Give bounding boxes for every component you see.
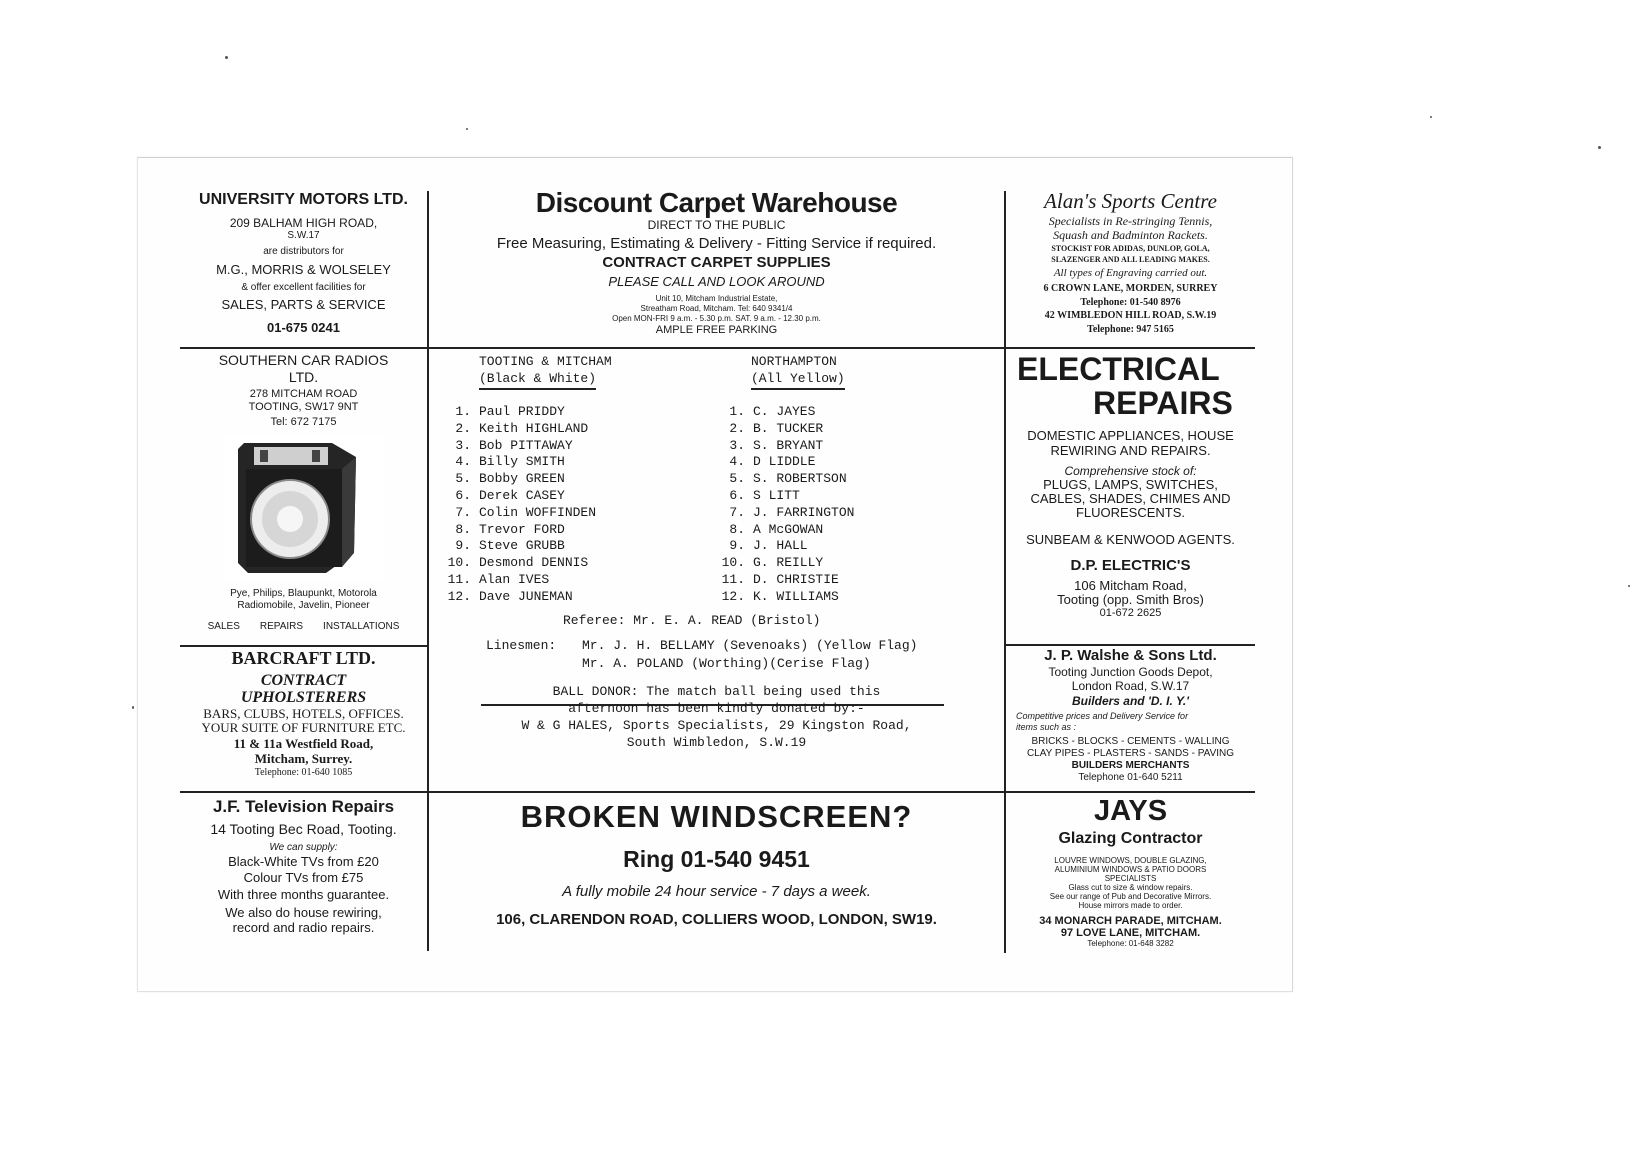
- address-line: 106, CLARENDON ROAD, COLLIERS WOOD, LONDON, SW19.: [496, 911, 937, 928]
- shirt-number: 10.: [447, 555, 471, 571]
- player-row: [441, 454, 596, 471]
- company-name: JAYS: [1093, 795, 1168, 827]
- player-name: Bob PITTAWAY: [479, 437, 573, 453]
- services-row: [180, 621, 427, 632]
- service-label: REPAIRS: [259, 621, 304, 632]
- linesmen-label: Linesmen:: [486, 638, 557, 653]
- player-name: S. ROBERTSON: [753, 471, 847, 487]
- address-line: London Road, S.W.17: [1071, 679, 1190, 693]
- text-line: Builders and 'D. I. Y.': [1071, 694, 1190, 708]
- player-row: [441, 488, 596, 505]
- ad-southern-car-radios: [180, 349, 427, 644]
- text-line: REWIRING AND REPAIRS.: [1050, 443, 1211, 458]
- shirt-number: 3.: [455, 437, 471, 453]
- text-line: We also do house rewiring,: [225, 905, 382, 920]
- text-line: BUILDERS MERCHANTS: [1071, 760, 1190, 771]
- shirt-number: 8.: [455, 521, 471, 537]
- text-line: BRICKS - BLOCKS - CEMENTS - WALLING: [1031, 736, 1230, 747]
- company-name: BARCRAFT LTD.: [231, 648, 376, 668]
- linesman: Mr. A. POLAND (Worthing)(Cerise Flag): [582, 656, 871, 671]
- player-name: Dave JUNEMAN: [479, 588, 573, 604]
- linesman: Mr. J. H. BELLAMY (Sevenoaks) (Yellow Flag): [582, 638, 918, 653]
- opening-hours: Open MON-FRI 9 a.m. - 5.30 p.m. SAT. 9 a.m. - 12.30 p.m.: [612, 314, 821, 323]
- text-line: FLUORESCENTS.: [1075, 505, 1186, 520]
- address-line: 278 MITCHAM ROAD: [249, 388, 358, 400]
- text-line: W & G HALES, Sports Specialists, 29 Kingston Road,: [521, 718, 912, 733]
- player-name: Desmond DENNIS: [479, 555, 589, 571]
- text-line: SPECIALISTS: [1104, 874, 1157, 883]
- rule: [180, 791, 1255, 793]
- text-line: SUNBEAM & KENWOOD AGENTS.: [1026, 532, 1235, 547]
- shirt-number: 1.: [455, 404, 471, 419]
- player-row: [441, 505, 596, 522]
- shirt-number: 7.: [455, 504, 471, 520]
- brand-list: Radiomobile, Javelin, Pioneer: [237, 600, 370, 611]
- player-name: J. HALL: [753, 538, 808, 554]
- away-team-header: [751, 353, 845, 390]
- player-name: G. REILLY: [753, 555, 824, 571]
- shirt-number: 6.: [455, 487, 471, 503]
- home-team-header: [479, 353, 612, 390]
- scan-speck: [132, 706, 134, 709]
- ad-electrical-repairs: [1006, 349, 1255, 643]
- text-line: SALES, PARTS & SERVICE: [221, 297, 386, 312]
- shirt-number: 11.: [447, 571, 471, 587]
- player-row: [441, 522, 596, 539]
- shirt-number: 5.: [455, 471, 471, 487]
- address-line: 209 BALHAM HIGH ROAD,: [229, 216, 378, 230]
- player-name: Billy SMITH: [479, 454, 565, 470]
- shirt-number: 12.: [447, 588, 471, 604]
- player-row: [441, 404, 596, 421]
- text-line: are distributors for: [263, 246, 344, 257]
- phone-number: 01-675 0241: [266, 320, 340, 335]
- text-line: PLEASE CALL AND LOOK AROUND: [608, 274, 825, 289]
- player-row: [715, 421, 854, 438]
- home-team-colours: (Black & White): [479, 370, 596, 390]
- ad-broken-windscreen: [429, 794, 1004, 954]
- shirt-number: 1.: [729, 404, 745, 419]
- ad-title: [1006, 352, 1255, 420]
- player-row: [715, 404, 854, 421]
- player-row: [441, 572, 596, 589]
- text-line: Colour TVs from £75: [243, 870, 364, 885]
- text-line: afternoon has been kindly donated by:-: [568, 701, 865, 716]
- player-row: [715, 572, 854, 589]
- shirt-number: 4.: [729, 454, 745, 470]
- shirt-number: 9.: [455, 538, 471, 554]
- ad-barcraft: [180, 647, 427, 790]
- player-row: [715, 589, 854, 606]
- shirt-number: 12.: [721, 588, 745, 604]
- away-team-colours: (All Yellow): [751, 370, 845, 390]
- text-line: Glass cut to size & window repairs.: [1068, 883, 1193, 892]
- player-name: D. CHRISTIE: [753, 571, 839, 587]
- radio-knob: [312, 450, 320, 462]
- player-row: [715, 538, 854, 555]
- player-name: Alan IVES: [479, 571, 550, 587]
- text-line: CONTRACT: [260, 672, 347, 689]
- player-row: [441, 471, 596, 488]
- shirt-number: 2.: [455, 420, 471, 436]
- company-name: D.P. ELECTRIC'S: [1070, 557, 1191, 574]
- text-line: CABLES, SHADES, CHIMES AND: [1030, 491, 1231, 506]
- company-name: LTD.: [288, 369, 319, 385]
- title-line: REPAIRS: [1093, 385, 1233, 421]
- player-name: A McGOWAN: [753, 521, 824, 537]
- player-row: [441, 555, 596, 572]
- player-name: Bobby GREEN: [479, 471, 565, 487]
- address-line: 14 Tooting Bec Road, Tooting.: [210, 821, 397, 837]
- service-label: SALES: [207, 621, 240, 632]
- player-row: [715, 438, 854, 455]
- player-name: S. BRYANT: [753, 437, 824, 453]
- player-row: [715, 454, 854, 471]
- player-name: Colin WOFFINDEN: [479, 504, 597, 520]
- away-team-name: NORTHAMPTON: [751, 354, 837, 369]
- ad-alans-sports: [1006, 188, 1255, 346]
- player-row: [715, 488, 854, 505]
- address-line: Tooting (opp. Smith Bros): [1057, 592, 1204, 607]
- player-name: Keith HIGHLAND: [479, 420, 589, 436]
- ad-jays: [1006, 794, 1255, 954]
- address-line: 11 & 11a Westfield Road,: [233, 736, 374, 751]
- shirt-number: 3.: [729, 437, 745, 453]
- phone-number: 01-672 2625: [1099, 607, 1162, 619]
- player-name: J. FARRINGTON: [753, 504, 855, 520]
- text-line: South Wimbledon, S.W.19: [626, 735, 807, 750]
- text-line: Competitive prices and Delivery Service for: [1016, 711, 1189, 721]
- text-line: BALL DONOR: The match ball being used this: [552, 684, 881, 699]
- ball-donor: [429, 683, 1004, 751]
- home-team-name: TOOTING & MITCHAM: [479, 354, 612, 369]
- phone-number: Telephone: 01-648 3282: [1087, 939, 1174, 948]
- shirt-number: 2.: [729, 420, 745, 436]
- ad-title: BROKEN WINDSCREEN?: [520, 799, 913, 834]
- text-line: Free Measuring, Estimating & Delivery - Fitting Service if required.: [496, 235, 937, 252]
- service-label: INSTALLATIONS: [323, 621, 400, 632]
- scan-speck: [466, 128, 468, 130]
- scan-speck: [1628, 585, 1630, 587]
- player-row: [441, 538, 596, 555]
- text-line: DIRECT TO THE PUBLIC: [647, 218, 786, 232]
- shirt-number: 10.: [721, 555, 745, 571]
- text-line: Comprehensive stock of:: [1064, 464, 1197, 478]
- programme-page: [137, 157, 1293, 992]
- ad-discount-carpet: [429, 188, 1004, 346]
- player-name: B. TUCKER: [753, 420, 824, 436]
- address-line: Streatham Road, Mitcham. Tel: 640 9341/4: [640, 304, 793, 313]
- shirt-number: 4.: [455, 454, 471, 470]
- title-line: ELECTRICAL: [1017, 351, 1220, 387]
- address-line: Tooting Junction Goods Depot,: [1048, 665, 1213, 679]
- company-name: UNIVERSITY MOTORS LTD.: [199, 191, 408, 208]
- ad-jf-television: [180, 794, 427, 954]
- phone-number: Telephone 01-640 5211: [1078, 772, 1183, 783]
- company-name: J. P. Walshe & Sons Ltd.: [1044, 647, 1217, 664]
- brand-list: Pye, Philips, Blaupunkt, Motorola: [230, 588, 377, 599]
- company-name: J.F. Television Repairs: [212, 797, 395, 816]
- player-row: [441, 438, 596, 455]
- text-line: record and radio repairs.: [232, 920, 375, 935]
- text-line: DOMESTIC APPLIANCES, HOUSE: [1027, 428, 1234, 443]
- text-line: With three months guarantee.: [217, 887, 390, 902]
- ad-title: Alan's Sports Centre: [1044, 189, 1217, 213]
- ad-university-motors: [180, 188, 427, 346]
- text-line: ALUMINIUM WINDOWS & PATIO DOORS: [1054, 865, 1207, 874]
- shirt-number: 6.: [729, 487, 745, 503]
- text-line: CONTRACT CARPET SUPPLIES: [602, 254, 831, 271]
- ad-title: Discount Carpet Warehouse: [535, 188, 898, 218]
- phone-number: Telephone: 01-640 1085: [254, 767, 353, 778]
- shirt-number: 11.: [721, 571, 745, 587]
- cabinet-side: [342, 457, 356, 567]
- text-line: SLAZENGER AND ALL LEADING MAKES.: [1051, 255, 1210, 264]
- player-row: [715, 471, 854, 488]
- car-radio-icon: [224, 435, 384, 580]
- player-row: [715, 505, 854, 522]
- speaker-centre: [277, 506, 303, 532]
- address-line: S.W.17: [287, 230, 320, 241]
- radio-knob: [260, 450, 268, 462]
- address-line: 97 LOVE LANE, MITCHAM.: [1060, 927, 1201, 939]
- phone-number: Tel: 672 7175: [270, 416, 337, 428]
- text-line: UPHOLSTERERS: [240, 689, 367, 706]
- text-line: M.G., MORRIS & WOLSELEY: [216, 262, 391, 277]
- text-line: PLUGS, LAMPS, SWITCHES,: [1043, 477, 1218, 492]
- player-name: S LITT: [753, 487, 800, 503]
- address-line: 6 CROWN LANE, MORDEN, SURREY: [1043, 283, 1218, 294]
- text-line: All types of Engraving carried out.: [1053, 267, 1208, 279]
- phone-number: Telephone: 947 5165: [1087, 324, 1174, 335]
- shirt-number: 9.: [729, 538, 745, 554]
- player-row: [715, 555, 854, 572]
- shirt-number: 8.: [729, 521, 745, 537]
- address-line: 34 MONARCH PARADE, MITCHAM.: [1039, 915, 1222, 927]
- player-name: Paul PRIDDY: [479, 404, 565, 419]
- text-line: & offer excellent facilities for: [241, 282, 366, 293]
- text-line: Glazing Contractor: [1058, 830, 1203, 847]
- text-line: Squash and Badminton Rackets.: [1053, 228, 1208, 242]
- address-line: Unit 10, Mitcham Industrial Estate,: [655, 294, 778, 303]
- address-line: 42 WIMBLEDON HILL ROAD, S.W.19: [1044, 310, 1217, 321]
- player-name: Steve GRUBB: [479, 538, 565, 554]
- text-line: LOUVRE WINDOWS, DOUBLE GLAZING,: [1054, 856, 1207, 865]
- address-line: 106 Mitcham Road,: [1074, 578, 1187, 593]
- player-row: [715, 522, 854, 539]
- text-line: Black-White TVs from £20: [228, 854, 379, 869]
- scan-speck: [1598, 146, 1601, 149]
- text-line: House mirrors made to order.: [1078, 901, 1183, 910]
- player-name: D LIDDLE: [753, 454, 816, 470]
- player-name: K. WILLIAMS: [753, 588, 839, 604]
- player-row: [441, 589, 596, 606]
- text-line: See our range of Pub and Decorative Mirrors.: [1049, 892, 1212, 901]
- text-line: Specialists in Re-stringing Tennis,: [1048, 214, 1213, 228]
- phone-number: Ring 01-540 9451: [623, 846, 810, 872]
- player-name: Derek CASEY: [479, 487, 565, 503]
- home-team-list: [441, 404, 596, 606]
- referee: Referee: Mr. E. A. READ (Bristol): [563, 613, 821, 628]
- text-line: YOUR SUITE OF FURNITURE ETC.: [201, 720, 406, 735]
- scan-speck: [225, 56, 228, 59]
- player-row: [441, 421, 596, 438]
- scan-speck: [1430, 116, 1432, 118]
- phone-number: Telephone: 01-540 8976: [1080, 297, 1181, 308]
- player-name: Trevor FORD: [479, 521, 565, 537]
- text-line: BARS, CLUBS, HOTELS, OFFICES.: [203, 706, 404, 721]
- shirt-number: 7.: [729, 504, 745, 520]
- shirt-number: 5.: [729, 471, 745, 487]
- away-team-list: [715, 404, 854, 606]
- text-line: A fully mobile 24 hour service - 7 days a week.: [562, 883, 871, 900]
- address-line: TOOTING, SW17 9NT: [248, 401, 359, 413]
- text-line: We can supply:: [269, 842, 338, 853]
- ad-walshe: [1006, 646, 1255, 790]
- player-name: C. JAYES: [753, 404, 816, 419]
- text-line: items such as :: [1016, 722, 1077, 732]
- text-line: AMPLE FREE PARKING: [655, 324, 778, 336]
- company-name: SOUTHERN CAR RADIOS: [218, 352, 389, 368]
- text-line: CLAY PIPES - PLASTERS - SANDS - PAVING: [1026, 748, 1235, 759]
- team-sheet: [429, 349, 1004, 791]
- address-line: Mitcham, Surrey.: [254, 751, 353, 766]
- text-line: STOCKIST FOR ADIDAS, DUNLOP, GOLA,: [1051, 244, 1210, 253]
